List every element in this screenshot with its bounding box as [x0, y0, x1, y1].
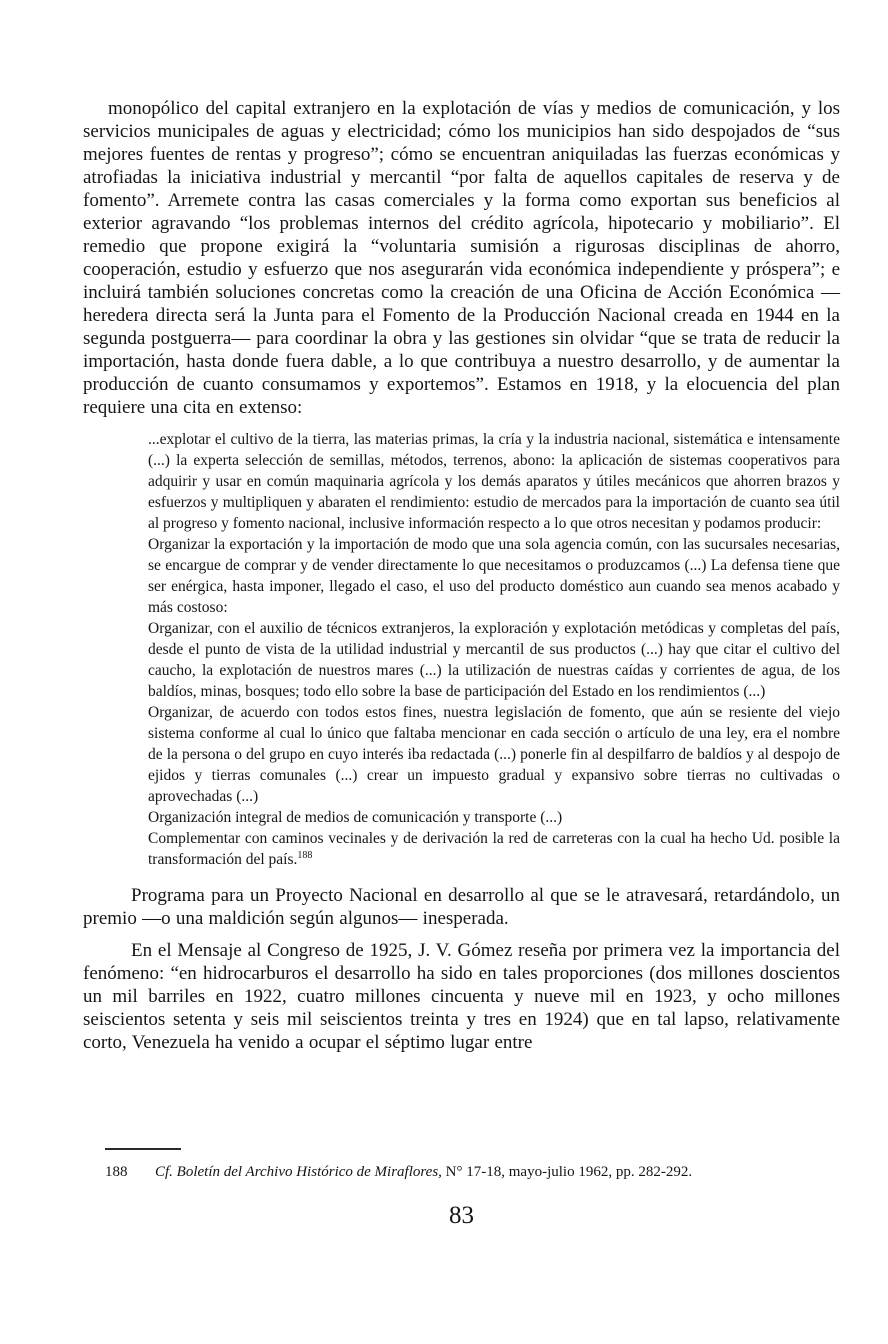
body-text-block	[83, 97, 840, 1054]
quote-segment: Organización integral de medios de comunicación y transporte (...)	[148, 809, 563, 826]
footnote-citation	[105, 1163, 795, 1182]
footnote-rule	[105, 1148, 181, 1150]
paragraph-programa: Programa para un Proyecto Nacional en desarrollo al que se le atravesará, retardándolo, un premio —o una maldición según algunos— inesperada.	[83, 885, 840, 929]
paragraph-mensaje: En el Mensaje al Congreso de 1925, J. V. Gómez reseña por primera vez la importancia del fenómeno: “en hidrocarburos el desarrollo ha sido en tales proporciones (dos millones doscientos un mil barriles en 1922, cuatro millones cincuenta y nueve mil en 1923, y ocho millones seiscientos setenta y seis mil seiscientos treinta y tres en 1924) que en tal lapso, relativamente corto, Venezuela ha venido a ocupar el séptimo lugar entre	[83, 940, 840, 1053]
quote-segment: Organizar, de acuerdo con todos estos fines, nuestra legislación de fomento, que aún se resiente del viejo sistema conforme al cual lo único que faltaba mencionar en cada sección o artículo de una ley, era el nombre de la persona o del grupo en cuyo interés iba redactada (...) ponerle fin al despilfarro de baldíos y al despojo de ejidos y tierras comunales (...) crear un impuesto gradual y expansivo sobre tierras no cultivadas o aprovechadas (...)	[148, 704, 840, 805]
footnote-reference-superscript: 188	[297, 849, 313, 861]
footnote-citation-details: N° 17-18, mayo-julio 1962, pp. 282-292.	[441, 1164, 693, 1180]
paragraph-opening: monopólico del capital extranjero en la explotación de vías y medios de comunicación, y los servicios municipales de aguas y electricidad; cómo los municipios han sido despojados de “sus mejores fuentes de rentas y progreso”; cómo se encuentran aniquiladas las fuerzas económicas y atrofiadas la iniciativa industrial y mercantil “por falta de aquellos capitales de reserva y de fomento”. Arremete contra las casas comerciales y la forma como exportan sus beneficios al exterior agravando “los problemas internos del crédito agrícola, hipotecario y mobiliario”. El remedio que propone exigirá la “voluntaria sumisión a rigurosas disciplinas de ahorro, cooperación, estudio y esfuerzo que nos asegurarán vida económica independiente y próspera”; e incluirá también soluciones concretas como la creación de una Oficina de Acción Económica —heredera directa será la Junta para el Fomento de la Producción Nacional creada en 1944 en la segunda postguerra— para coordinar la obra y las gestiones sin olvidar “que se trata de reducir la importación, hasta donde fuera dable, a lo que contribuya a nuestro desarrollo, y de aumentar la producción de cuanto consumamos y exportemos”. Estamos en 1918, y la elocuencia del plan requiere una cita en extenso:	[83, 98, 840, 418]
quote-segment: Organizar la exportación y la importación de modo que una sola agencia común, con las sucursales necesarias, se encargue de comprar y de vender directamente lo que necesitamos o produzcamos (...) La defensa tiene que ser enérgica, hasta imponer, llegado el caso, el uso del producto doméstico aun cuando sea menos acabado y más costoso:	[148, 536, 840, 616]
quote-segment	[148, 828, 840, 870]
page-number: 83	[449, 1202, 474, 1229]
footnote	[105, 1148, 795, 1182]
footnote-citation-title: Cf. Boletín del Archivo Histórico de Miraflores,	[155, 1164, 442, 1180]
quote-segment-text: Complementar con caminos vecinales y de derivación la red de carreteras con la cual ha hecho Ud. posible la transformación del país.	[148, 830, 840, 868]
quote-segment: Organizar, con el auxilio de técnicos extranjeros, la exploración y explotación metódicas y completas del país, desde el punto de vista de la utilidad industrial y mercantil de sus productos (...) hay que citar el cultivo del caucho, la explotación de nuestros mares (...) la utilización de nuestras caídas y corrientes de agua, de los baldíos, minas, bosques; todo ello sobre la base de participación del Estado en los rendimientos (...)	[148, 620, 840, 700]
block-quote	[148, 429, 840, 870]
footnote-marker: 188	[105, 1164, 128, 1180]
quote-segment: ...explotar el cultivo de la tierra, las materias primas, la cría y la industria nacional, sistemática e intensamente (...) la experta selección de semillas, métodos, terrenos, abono: la aplicación de sistemas cooperativos para adquirir y usar en común maquinaria agrícola y los demás aparatos y útiles mecánicos que ahorren brazos y esfuerzos y multipliquen y abaraten el rendimiento: estudio de mercados para la importación de cuanto sea útil al progreso y fomento nacional, inclusive información respecto a lo que otros necesitan y podamos producir:	[148, 431, 840, 532]
